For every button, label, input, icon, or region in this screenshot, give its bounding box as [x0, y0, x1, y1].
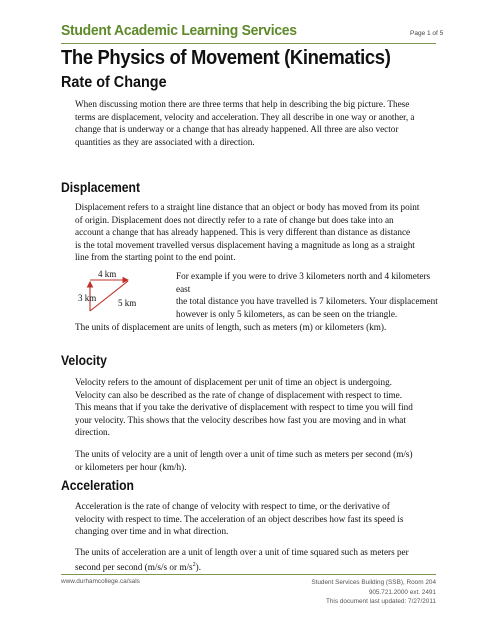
text-line: Acceleration is the rate of change of velocity with respect to time, or the derivative of [75, 501, 390, 511]
text-line: The units of acceleration are a unit of length over a unit of time squared such as meters per [75, 547, 409, 557]
displacement-example [176, 270, 441, 320]
displacement-units: The units of displacement are units of length, such as meters (m) or kilometers (km). [75, 322, 387, 332]
text-line: change that is underway or a change that has already happened. All three are also vector [75, 124, 399, 135]
footer-rule [61, 574, 436, 575]
building-info: Student Services Building (SSB), Room 204 [311, 579, 436, 586]
text-line [75, 559, 440, 574]
text-line: This means that if you take the derivative of displacement with respect to time you will find [75, 402, 413, 413]
text-line: Velocity refers to the amount of displacement per unit of time an object is undergoing. [75, 377, 392, 387]
text-line: account a change that has already happened. This is very different than distance as distance [75, 227, 411, 238]
text-line: direction. [75, 427, 110, 438]
page-header [61, 22, 444, 39]
velocity-units [75, 448, 440, 473]
heading-velocity: Velocity [61, 353, 107, 368]
label-4km: 4 km [98, 269, 117, 279]
label-5km: 5 km [118, 298, 137, 308]
text-line: Velocity can also be described as the rate of change of displacement with respect to time. [75, 389, 403, 400]
text-line: For example if you were to drive 3 kilometers north and 4 kilometers east [176, 271, 431, 294]
page-number: Page 1 of 5 [410, 30, 444, 37]
text-line: your velocity. This shows that the velocity describes how fast you are moving and in what [75, 414, 406, 425]
paragraph-acceleration [75, 500, 440, 538]
text-line: however is only 5 kilometers, as can be seen on the triangle. [176, 308, 398, 319]
heading-acceleration: Acceleration [61, 478, 134, 493]
page-title: The Physics of Movement (Kinematics) [61, 46, 391, 69]
paragraph-displacement [75, 201, 440, 264]
website-link[interactable]: www.durhamcollege.ca/sals [61, 578, 140, 585]
paragraph-rate-of-change [75, 98, 440, 148]
acceleration-units [75, 546, 440, 573]
text-line: The units of velocity are a unit of length over a unit of time such as meters per second (m/s) [75, 449, 413, 459]
paragraph-velocity [75, 376, 440, 439]
text-line: quantities as they are associated with a direction. [75, 136, 255, 147]
last-updated: This document last updated: 7/27/2011 [325, 598, 436, 605]
units-text: second per second (m/s/s or m/s [75, 561, 193, 572]
text-line: line from the starting point to the end point. [75, 252, 236, 263]
text-line: terms are displacement, velocity and acceleration. They all describe in one way or another, a [75, 111, 415, 122]
phone-info: 905.721.2000 ext. 2491 [368, 588, 436, 596]
units-text-end: ). [195, 561, 201, 572]
text-line: or kilometers per hour (km/h). [75, 461, 187, 472]
text-line: When discussing motion there are three terms that help in describing the big picture. These [75, 99, 410, 109]
text-line: velocity with respect to time. The acceleration of an object describes how fast its speed is [75, 513, 404, 524]
text-line: changing over time and in what direction. [75, 526, 229, 537]
heading-displacement: Displacement [61, 180, 141, 195]
text-line: of origin. Displacement does not directly refer to a rate of change but does take into an [75, 214, 394, 225]
heading-rate-of-change: Rate of Change [61, 74, 167, 91]
contact-info [311, 578, 436, 607]
superscript: 2 [192, 561, 196, 568]
org-name: Student Academic Learning Services [61, 22, 297, 39]
text-line: is the total movement travelled versus displacement having a magnitude as long as a straight [75, 239, 415, 250]
label-3km: 3 km [78, 293, 97, 303]
header-rule [61, 43, 436, 44]
text-line: the total distance you have travelled is 7 kilometers. Your displacement [176, 296, 438, 307]
text-line: Displacement refers to a straight line distance that an object or body has moved from its point [75, 202, 420, 212]
